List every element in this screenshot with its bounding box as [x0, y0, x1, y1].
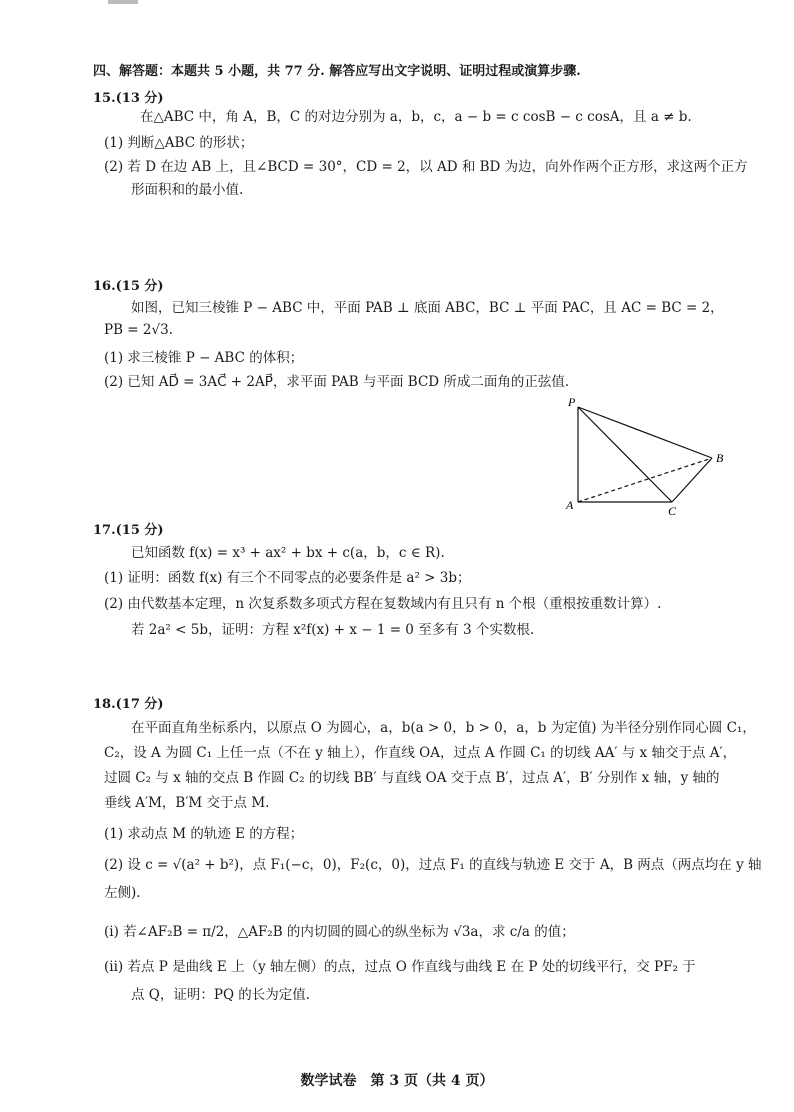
problem-18-line: C₂，设 A 为圆 C₁ 上任一点（不在 y 轴上），作直线 OA，过点 A 作圆 C₁ 的切线 AA′ 与 x 轴交于点 A′，: [104, 745, 737, 761]
problem-16-line: (1) 求三棱锥 P − ABC 的体积；: [104, 350, 304, 366]
problem-score: (15 分): [115, 523, 164, 538]
problem-score: (15 分): [115, 279, 164, 294]
problem-15-line: (2) 若 D 在边 AB 上，且∠BCD = 30°，CD = 2，以 AD 和 BD 为边，向外作两个正方形，求这两个正方: [104, 159, 748, 175]
problem-18-line: (1) 求动点 M 的轨迹 E 的方程；: [104, 826, 304, 842]
scan-mark: [108, 0, 138, 4]
problem-17-header: [93, 519, 164, 538]
problem-18-line: 过圆 C₂ 与 x 轴的交点 B 作圆 C₂ 的切线 BB′ 与直线 OA 交于点 B′，过点 A′，B′ 分别作 x 轴，y 轴的: [104, 770, 720, 786]
problem-17-line: (2) 由代数基本定理，n 次复系数多项式方程在复数域内有且只有 n 个根（重根按重数计算）.: [104, 596, 662, 612]
problem-number: 17.: [93, 523, 116, 538]
pyramid-figure: [560, 392, 740, 517]
problem-number: 18.: [93, 697, 116, 712]
edge-pc: [578, 407, 672, 502]
problem-16-line: 如图，已知三棱锥 P − ABC 中，平面 PAB ⊥ 底面 ABC，BC ⊥ 平面 PAC，且 AC = BC = 2，: [131, 300, 724, 316]
problem-15-line: (1) 判断△ABC 的形状；: [104, 135, 254, 151]
problem-18-header: [93, 693, 164, 712]
problem-17-line: (1) 证明：函数 f(x) 有三个不同零点的必要条件是 a² > 3b；: [104, 570, 471, 586]
page-footer: 数学试卷 第 3 页（共 4 页）: [300, 1073, 494, 1089]
problem-18-line: 点 Q，证明：PQ 的长为定值.: [131, 987, 311, 1003]
problem-15-line: 在△ABC 中，角 A，B，C 的对边分别为 a，b，c，a − b = c cosB − c cosA，且 a ≠ b.: [140, 109, 692, 125]
problem-17-line: 已知函数 f(x) = x³ + ax² + bx + c(a，b，c ∈ R).: [131, 545, 445, 561]
problem-score: (13 分): [115, 91, 164, 106]
problem-number: 16.: [93, 279, 116, 294]
section-heading: 四、解答题：本题共 5 小题，共 77 分. 解答应写出文字说明、证明过程或演算步骤.: [93, 64, 581, 79]
label-b: B: [716, 451, 724, 465]
label-a: A: [566, 498, 574, 512]
problem-15-header: [93, 87, 164, 106]
edge-pb: [578, 407, 712, 458]
problem-18-line: 垂线 A′M，B′M 交于点 M.: [104, 795, 270, 811]
problem-18-line: (ii) 若点 P 是曲线 E 上（y 轴左侧）的点，过点 O 作直线与曲线 E 在 P 处的切线平行，交 PF₂ 于: [104, 959, 696, 975]
problem-score: (17 分): [115, 697, 164, 712]
problem-18-line: (2) 设 c = √(a² + b²)，点 F₁(−c，0)，F₂(c，0)，过点 F₁ 的直线与轨迹 E 交于 A，B 两点（两点均在 y 轴: [104, 857, 762, 873]
label-c: C: [668, 504, 677, 517]
problem-17-line: 若 2a² < 5b，证明：方程 x²f(x) + x − 1 = 0 至多有 3 个实数根.: [131, 622, 535, 638]
problem-16-header: [93, 275, 164, 294]
problem-18-line: 在平面直角坐标系内，以原点 O 为圆心，a，b(a > 0，b > 0，a，b 为定值) 为半径分别作同心圆 C₁，: [131, 720, 756, 736]
problem-18-line: (i) 若∠AF₂B = π/2，△AF₂B 的内切圆的圆心的纵坐标为 √3a，求 c/a 的值；: [104, 924, 575, 940]
label-p: P: [568, 395, 576, 409]
problem-16-line: PB = 2√3.: [104, 322, 173, 338]
problem-15-line: 形面积和的最小值.: [131, 182, 244, 198]
problem-16-line: (2) 已知 AD⃗ = 3AC⃗ + 2AP⃗，求平面 PAB 与平面 BCD 所成二面角的正弦值.: [104, 374, 570, 390]
problem-number: 15.: [93, 91, 116, 106]
problem-18-line: 左侧).: [104, 885, 141, 901]
